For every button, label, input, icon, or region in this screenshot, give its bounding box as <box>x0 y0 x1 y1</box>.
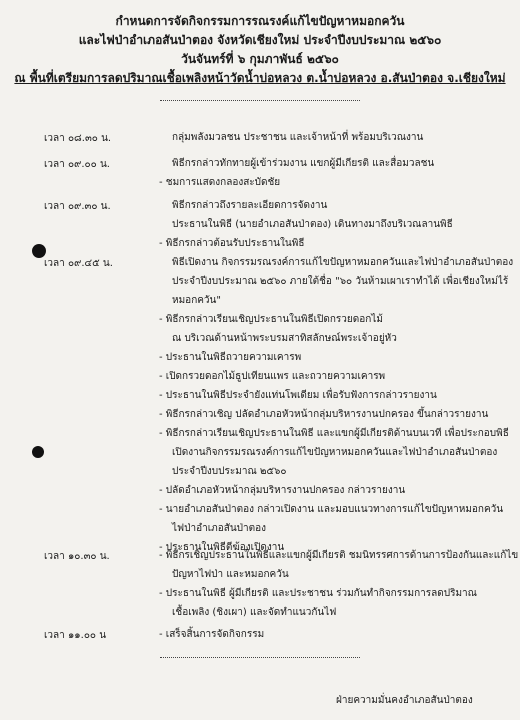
schedule-item: - นายอำเภอสันป่าตอง กล่าวเปิดงาน และมอบแนวทางการแก้ไขปัญหาหมอกควัน <box>159 504 504 515</box>
schedule-item: ประจำปีงบประมาณ ๒๕๖๐ ภายใต้ชื่อ "๖๐ วันห้ามเผาเราทำได้ เพื่อเชียงใหม่ไร้ <box>172 276 509 287</box>
header-subtitle: และไฟป่าอำเภอสันป่าตอง จังหวัดเชียงใหม่ ประจำปีงบประมาณ ๒๕๖๐ <box>78 33 442 47</box>
header-title: กำหนดการจัดกิจกรรมการรณรงค์แก้ไขปัญหาหมอกควัน <box>115 14 405 28</box>
schedule-time: เวลา ๑๐.๓๐ น. <box>44 551 110 562</box>
header-date: วันจันทร์ที่ ๖ กุมภาพันธ์ ๒๕๖๐ <box>181 52 339 66</box>
schedule-time: เวลา ๐๘.๓๐ น. <box>44 133 112 144</box>
schedule-item: - เปิดกรวยดอกไม้ธูปเทียนแพร และถวายความเคารพ <box>159 371 386 382</box>
schedule-time: เวลา ๐๙.๐๐ น. <box>44 159 110 170</box>
schedule-time: เวลา ๐๙.๔๕ น. <box>44 258 113 269</box>
schedule-item: พิธีกรกล่าวทักทายผู้เข้าร่วมงาน แขกผู้มีเกียรติ และสื่อมวลชน <box>172 158 435 169</box>
schedule-item: หมอกควัน" <box>172 295 221 306</box>
schedule-item: - เสร็จสิ้นการจัดกิจกรรม <box>159 629 265 640</box>
schedule-item: - ปลัดอำเภอหัวหน้ากลุ่มบริหารงานปกครอง กล่าวรายงาน <box>159 485 406 496</box>
document-header <box>0 12 520 88</box>
schedule-item: เชื้อเพลิง (ชิงเผา) และจัดทำแนวกันไฟ <box>172 607 337 618</box>
schedule-item: - พิธีกรกล่าวต้อนรับประธานในพิธี <box>159 238 305 249</box>
schedule-item: กลุ่มพลังมวลชน ประชาชน และเจ้าหน้าที่ พร้อมบริเวณงาน <box>172 132 424 143</box>
schedule-time: เวลา ๐๙.๓๐ น. <box>44 201 111 212</box>
schedule-item: เปิดงานกิจกรรมรณรงค์การแก้ไขปัญหาหมอกควันและไฟป่าอำเภอสันป่าตอง <box>172 447 498 458</box>
schedule-item: - ประธานในพิธีประจำยังแท่นโพเดียม เพื่อรับฟังการกล่าวรายงาน <box>159 390 437 401</box>
schedule-item: พิธีเปิดงาน กิจกรรมรณรงค์การแก้ไขปัญหาหมอกควันและไฟป่าอำเภอสันป่าตอง <box>172 257 514 268</box>
schedule-item: - ประธานในพิธีถวายความเคารพ <box>159 352 302 363</box>
schedule-item: - ประธานในพิธี ผู้มีเกียรติ และประชาชน ร่วมกันทำกิจกรรมการลดปริมาณ <box>159 588 477 599</box>
schedule-item: - ประธานในพิธีตีฆ้องเปิดงาน <box>159 542 285 553</box>
schedule-item: - พิธีกรกล่าวเชิญ ปลัดอำเภอหัวหน้ากลุ่มบริหารงานปกครอง ขึ้นกล่าวรายงาน <box>159 409 489 420</box>
schedule-item: ประจำปีงบประมาณ ๒๕๖๐ <box>172 466 287 477</box>
schedule-item: - พิธีกรเชิญประธานในพิธีและแขกผู้มีเกียรติ ชมนิทรรศการด้านการป้องกันและแก้ไข <box>159 550 519 561</box>
schedule-item: ไฟป่าอำเภอสันป่าตอง <box>172 523 266 534</box>
schedule-item: - พิธีกรกล่าวเรียนเชิญประธานในพิธีเปิดกรวยดอกไม้ <box>159 314 383 325</box>
schedule-time: เวลา ๑๑.๐๐ น <box>44 630 107 641</box>
punch-hole <box>32 446 44 458</box>
schedule-item: พิธีกรกล่าวถึงรายละเอียดการจัดงาน <box>172 200 328 211</box>
signature-office: ฝ่ายความมั่นคงอำเภอสันป่าตอง <box>336 695 473 706</box>
schedule-item: ปัญหาไฟป่า และหมอกควัน <box>172 569 289 580</box>
header-divider <box>160 100 360 101</box>
schedule-item: - พิธีกรกล่าวเรียนเชิญประธานในพิธี และแขกผู้มีเกียรติด้านบนเวที เพื่อประกอบพิธี <box>159 428 509 439</box>
schedule-item: ประธานในพิธี (นายอำเภอสันป่าตอง) เดินทางมาถึงบริเวณลานพิธี <box>172 219 453 230</box>
schedule-item: ณ บริเวณด้านหน้าพระบรมสาทิสลักษณ์พระเจ้าอยู่หัว <box>172 333 397 344</box>
schedule-item: - ชมการแสดงกลองสะบัดชัย <box>159 177 281 188</box>
header-venue: ณ พื้นที่เตรียมการลดปริมาณเชื้อเพลิงหน้าวัดน้ำบ่อหลวง ต.น้ำบ่อหลวง อ.สันป่าตอง จ.เชียงใหม่ <box>14 71 506 85</box>
footer-divider <box>160 657 360 658</box>
